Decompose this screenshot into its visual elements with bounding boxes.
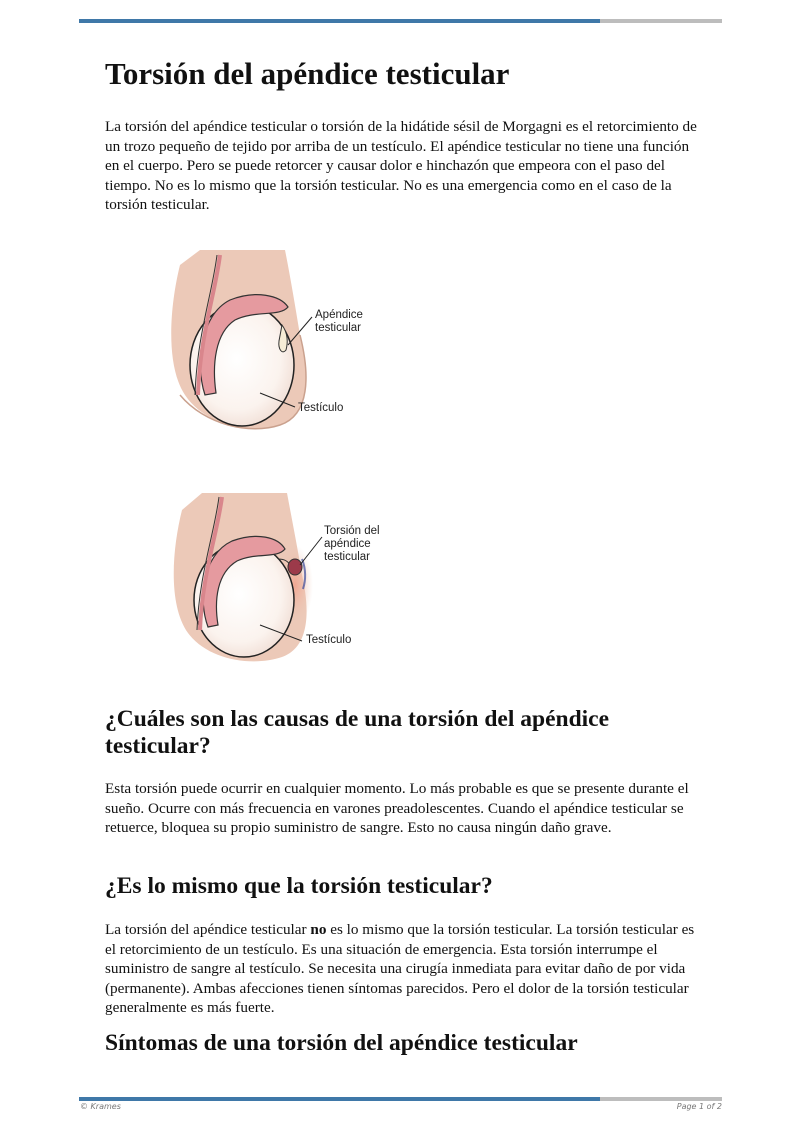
section-body-causes: Esta torsión puede ocurrir en cualquier momento. Lo más probable es que se presente durante el sueño. Ocurre con más frecuencia en varones preadolescentes. Cuando el apéndice testicular se retuerce, bloquea su propio suministro de sangre. Esto no causa ningún daño grave.	[105, 780, 689, 836]
label-torsion-line2: apéndice	[324, 538, 371, 550]
illustration-normal-appendix	[160, 245, 400, 440]
comparison-text-start: La torsión del apéndice testicular	[105, 921, 311, 938]
comparison-text-end: es lo mismo que la torsión testicular. La torsión testicular es el retorcimiento de un testículo. Es una situación de emergencia. Esta torsión interrumpe el suministro de sangre al testículo. Se necesita una cirugía inmediata para evitar daño de por vida (permanente). Ambas afecciones tienen síntomas parecidos. Pero el dolor de la torsión testicular generalmente es más fuerte.	[105, 921, 695, 1016]
twisted-appendix-shape	[288, 559, 302, 575]
footer-page-number: Page 1 of 2	[676, 1102, 722, 1111]
section-body-comparison	[105, 920, 705, 1018]
section-heading-comparison: ¿Es lo mismo que la torsión testicular?	[105, 873, 493, 899]
footer-bar-accent	[79, 1097, 600, 1101]
footer-progress-bar	[79, 1097, 722, 1101]
label-torsion-line1: Torsión del	[324, 525, 380, 537]
label-appendix-line2: testicular	[315, 322, 362, 334]
comparison-text-emphasis: no	[310, 921, 327, 938]
section-heading-symptoms: Síntomas de una torsión del apéndice testicular	[105, 1030, 578, 1056]
label-testicle: Testículo	[306, 634, 352, 646]
label-torsion-line3: testicular	[324, 551, 371, 563]
header-progress-bar	[79, 19, 722, 23]
header-bar-track	[600, 19, 722, 23]
page-title: Torsión del apéndice testicular	[105, 56, 510, 91]
label-testicle: Testículo	[298, 402, 344, 414]
intro-paragraph: La torsión del apéndice testicular o torsión de la hidátide sésil de Morgagni es el retorcimiento de un trozo pequeño de tejido por arriba de un testículo. El apéndice testicular no tiene una función en el cuerpo. Pero se puede retorcer y causar dolor e hinchazón que empeora con el paso del tiempo. No es lo mismo que la torsión testicular. No es una emergencia como en el caso de la torsión testicular.	[105, 118, 697, 213]
footer-copyright: © Krames	[80, 1102, 121, 1111]
header-bar-accent	[79, 19, 600, 23]
label-appendix-line1: Apéndice	[315, 309, 363, 321]
illustration-twisted-appendix	[160, 485, 400, 670]
footer-bar-track	[600, 1097, 722, 1101]
section-heading-causes: ¿Cuáles son las causas de una torsión del apéndice testicular?	[105, 706, 610, 759]
